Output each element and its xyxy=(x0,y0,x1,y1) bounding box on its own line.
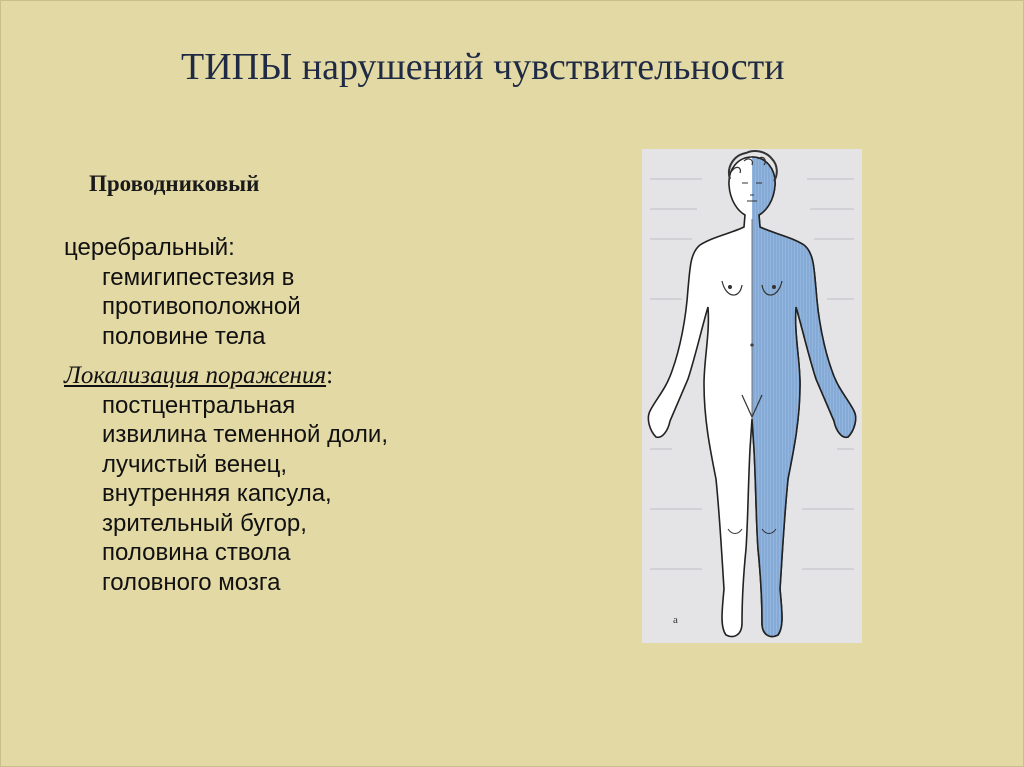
cerebral-label: церебральный: xyxy=(64,234,235,261)
localization-line: лучистый венец, xyxy=(102,450,288,478)
figure-label: а xyxy=(673,614,678,626)
localization-heading xyxy=(64,361,388,391)
localization-line: постцентральная xyxy=(102,391,296,419)
body-figure-svg xyxy=(642,149,862,643)
cerebral-line: противоположной xyxy=(102,293,301,320)
slide-title: ТИПЫ нарушений чувствительности xyxy=(181,46,785,88)
localization-line: половина ствола xyxy=(102,539,291,566)
cerebral-line: гемигипестезия в xyxy=(102,263,295,291)
localization-colon: : xyxy=(326,362,334,389)
cerebral-line: половине тела xyxy=(102,322,266,350)
localization-label: Локализация поражения xyxy=(64,362,327,389)
localization-line: головного мозга xyxy=(102,568,281,596)
localization-line: зрительный бугор, xyxy=(102,509,307,537)
localization-block xyxy=(64,361,388,597)
subtitle: Проводниковый xyxy=(89,171,260,196)
localization-line: внутренняя капсула, xyxy=(102,480,332,507)
human-figure xyxy=(648,151,855,637)
body-diagram xyxy=(642,149,862,643)
cerebral-block xyxy=(64,233,301,351)
localization-line: извилина теменной доли, xyxy=(102,421,388,448)
